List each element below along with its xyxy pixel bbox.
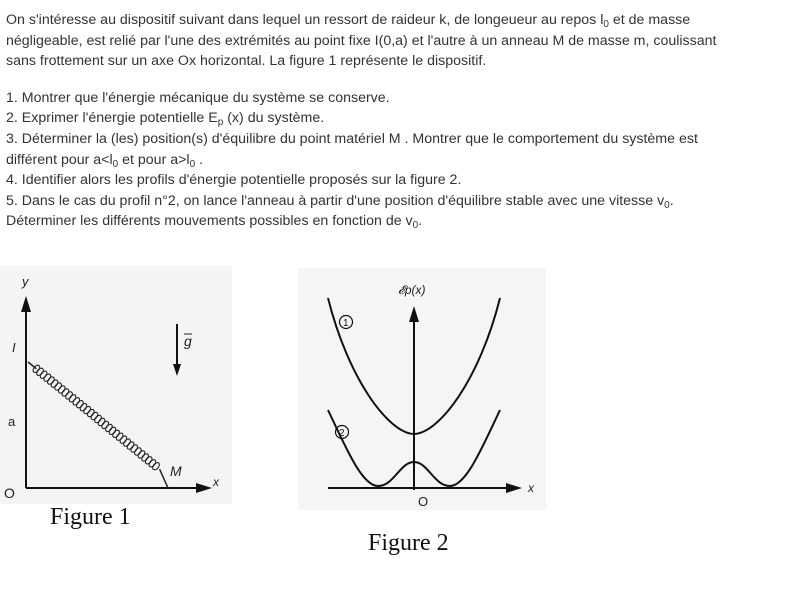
intro-line-1: On s'intéresse au dispositif suivant dans lequel un ressort de raideur k, de longeueur au repos $l_0$ et de masse <box>6 12 691 30</box>
y-axis-label: y <box>22 274 29 289</box>
question-3-line-2: différent pour $a<l_0$ et pour $a>l_0$ . <box>6 151 204 170</box>
x-axis-label: x <box>528 481 534 495</box>
question-4: 4. Identifier alors les profils d'énergie potentielle proposés sur la figure 2. <box>6 172 462 189</box>
a-label: a <box>8 414 16 429</box>
ep-label: 𝓔p(x) <box>398 283 426 297</box>
origin-label: O <box>418 494 429 509</box>
question-1: 1. Montrer que l'énergie mécanique du système se conserve. <box>6 89 390 106</box>
question-6: Déterminer les différents mouvements possibles en fonction de $v_0$. <box>6 213 423 232</box>
figure-1-caption: Figure 1 <box>50 504 131 530</box>
figure-1-diagram <box>0 266 240 508</box>
question-5: 5. Dans le cas du profil n°2, on lance l'anneau à partir d'une position d'équilibre stable avec une vitesse $v_0$. <box>6 192 674 211</box>
curve-2-label: 2 <box>339 428 345 439</box>
g-label: g <box>184 333 192 349</box>
exercise-text <box>6 10 796 232</box>
origin-label: O <box>4 485 15 501</box>
point-m-label: M <box>170 463 182 479</box>
question-3-line-1: 3. Déterminer la (les) position(s) d'équilibre du point matériel M . Montrer que le comportement du système est <box>6 130 698 147</box>
x-axis-label: x <box>213 475 219 489</box>
intro-line-2: négligeable, est relié par l'une des extrémités au point fixe I(0,a) et l'autre à un anneau M de masse m, coulissant <box>6 32 717 49</box>
point-i-label: I <box>12 340 16 355</box>
question-2: 2. Exprimer l'énergie potentielle $E_p$ (x) du système. <box>6 110 325 129</box>
intro-line-3: sans frottement sur un axe Ox horizontal. La figure 1 représente le dispositif. <box>6 53 487 70</box>
figure-2-caption: Figure 2 <box>368 530 449 556</box>
curve-1-label: 1 <box>343 318 349 329</box>
figure-2-diagram <box>298 268 550 512</box>
